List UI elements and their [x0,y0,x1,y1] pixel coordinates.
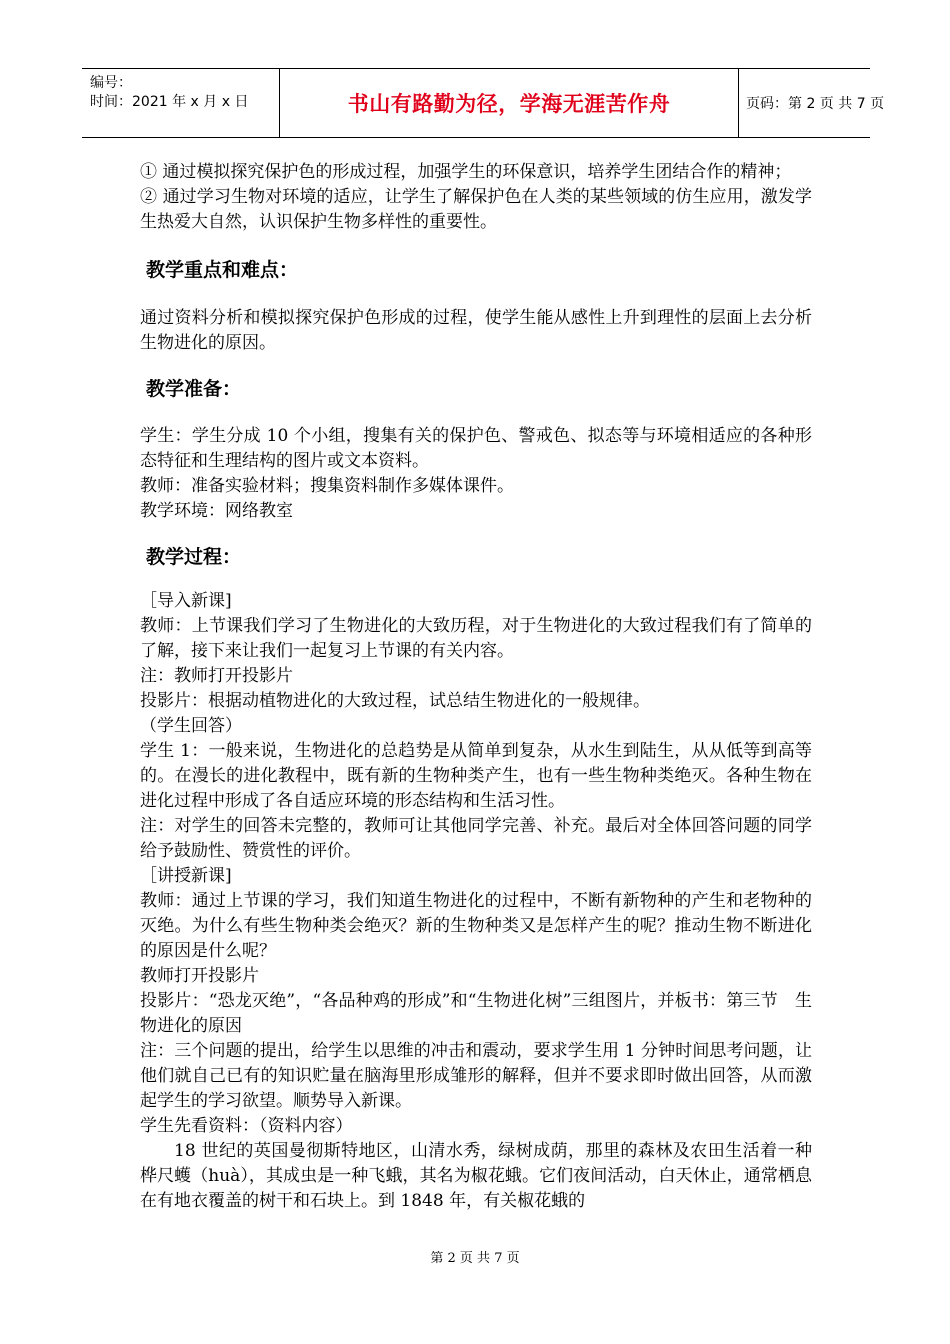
header-motto-cell [279,69,739,137]
document-body [140,160,812,1214]
section-heading-process: 教学过程： [146,546,242,568]
process-paragraph: ［导入新课] [140,591,232,611]
process-paragraph: 投影片：“恐龙灭绝”，“各品种鸡的形成”和“生物进化树”三组图片，并板书：第三节 生物进化的原因 [140,991,812,1036]
process-paragraph: 投影片：根据动植物进化的大致过程，试总结生物进化的一般规律。 [140,691,650,711]
preparation-environment: 教学环境：网络教室 [140,501,293,521]
process-paragraph: 教师打开投影片 [140,966,259,986]
preparation-teacher: 教师：准备实验材料；搜集资料制作多媒体课件。 [140,476,514,496]
header-motto: 书山有路勤为径，学海无涯苦作舟 [347,92,671,116]
page-footer: 第 2 页 共 7 页 [430,1251,520,1266]
process-content [140,589,812,1214]
objective-2: ② 通过学习生物对环境的适应，让学生了解保护色在人类的某些领域的仿生应用，激发学生热爱大自然，认识保护生物多样性的重要性。 [140,187,812,232]
process-paragraph: （学生回答） [140,716,242,736]
process-paragraph: 教师：通过上节课的学习，我们知道生物进化的过程中，不断有新物种的产生和老物种的灭绝。为什么有些生物种类会绝灭？新的生物种类又是怎样产生的呢？推动生物不断进化的原因是什么呢？ [140,891,812,961]
process-paragraph: 教师：上节课我们学习了生物进化的大致历程，对于生物进化的大致过程我们有了简单的了解，接下来让我们一起复习上节课的有关内容。 [140,616,812,661]
section-heading-preparation: 教学准备： [146,378,242,400]
header-page-info: 页码：第 2 页 共 7 页 [746,96,885,112]
section-heading-key-points: 教学重点和难点： [146,259,299,281]
process-paragraph: 学生 1：一般来说，生物进化的总趋势是从简单到复杂，从水生到陆生，从从低等到高等的。在漫长的进化教程中，既有新的生物种类产生，也有一些生物种类绝灭。各种生物在进化过程中形成了各自适应环境的形态结构和生活习性。 [140,741,812,811]
process-paragraph: 注：对学生的回答未完整的，教师可让其他同学完善、补充。最后对全体回答问题的同学给予鼓励性、赞赏性的评价。 [140,816,812,861]
objective-1: ① 通过模拟探究保护色的形成过程，加强学生的环保意识，培养学生团结合作的精神； [140,162,792,182]
page-header [82,68,885,138]
key-points-text: 通过资料分析和模拟探究保护色形成的过程，使学生能从感性上升到理性的层面上去分析生物进化的原因。 [140,308,812,353]
process-paragraph: 学生先看资料：（资料内容） [140,1116,353,1136]
preparation-students: 学生：学生分成 10 个小组，搜集有关的保护色、警戒色、拟态等与环境相适应的各种形态特征和生理结构的图片或文本资料。 [140,426,812,471]
document-time-label: 时间：2021 年 x 月 x 日 [90,94,249,110]
process-paragraph: 18 世纪的英国曼彻斯特地区，山清水秀，绿树成荫，那里的森林及农田生活着一种桦尺蠖（huà），其成虫是一种飞蛾，其名为椒花蛾。它们夜间活动，白天休止，通常栖息在有地衣覆盖的树干和石块上。到 1848 年，有关椒花蛾的 [140,1141,812,1211]
process-paragraph: 注：三个问题的提出，给学生以思维的冲击和震动，要求学生用 1 分钟时间思考问题，让他们就自己已有的知识贮量在脑海里形成雏形的解释，但并不要求即时做出回答，从而激起学生的学习欲望。顺势导入新课。 [140,1041,812,1111]
header-meta [82,69,278,137]
process-paragraph: ［讲授新课] [140,866,232,886]
document-number-label: 编号： [90,75,132,91]
process-paragraph: 注：教师打开投影片 [140,666,293,686]
